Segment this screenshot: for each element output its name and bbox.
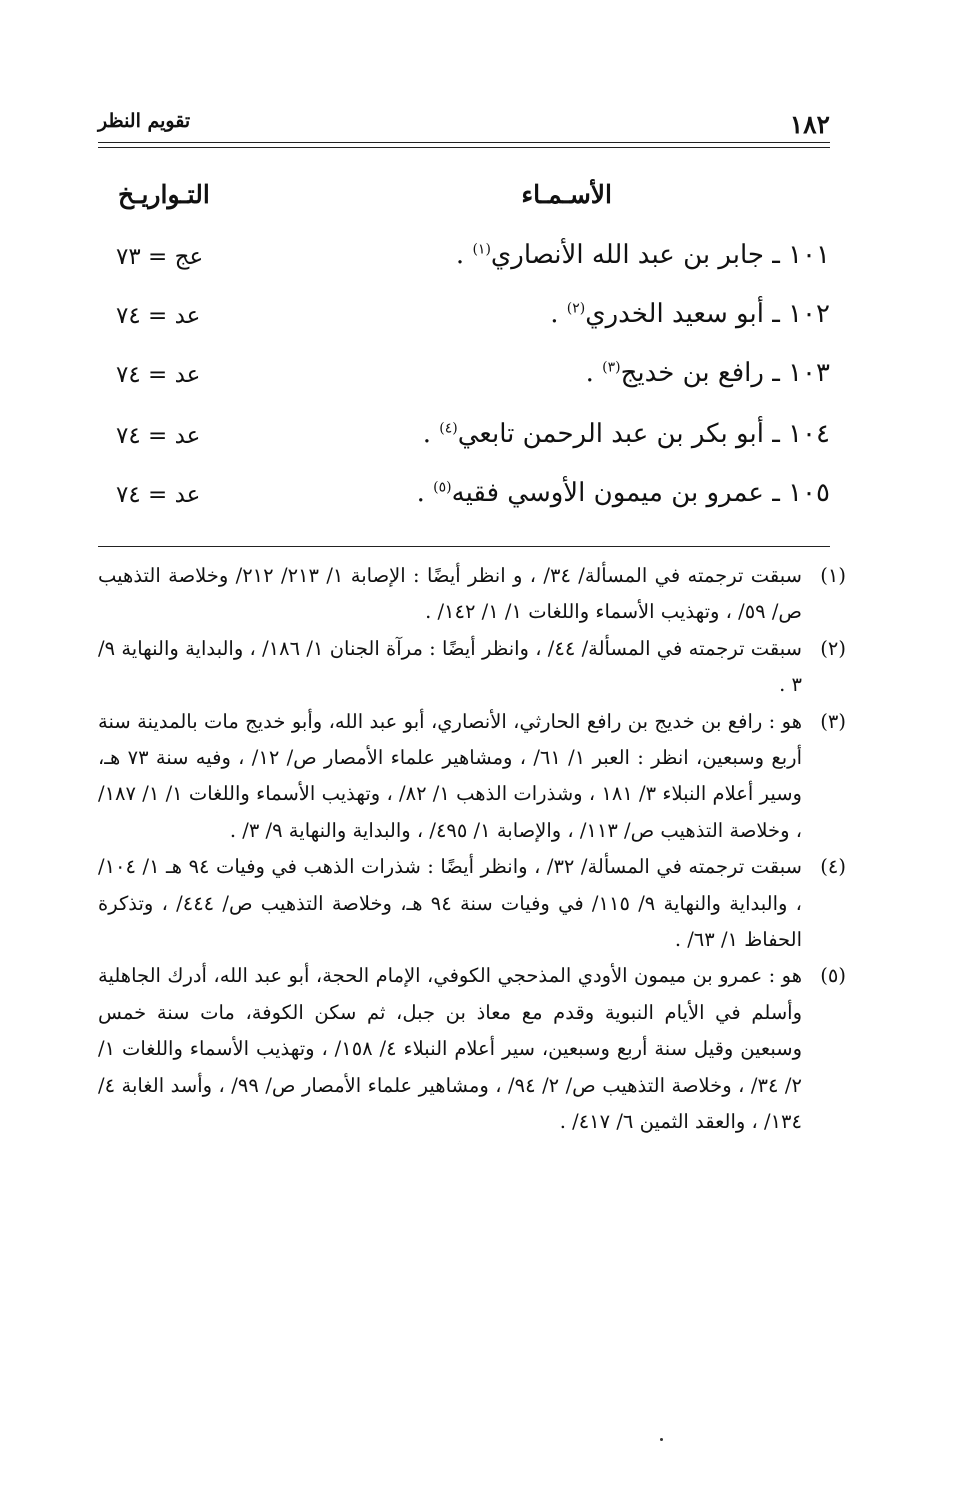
entry-date: عد = ٧٤	[116, 362, 201, 388]
dates-column-heading: التـواريـخ	[118, 180, 210, 209]
page-number: ١٨٢	[789, 110, 830, 139]
entry-name: ١٠٣ ـ رافع بن خديج$^{(٣)}$ .	[585, 358, 830, 388]
entry-date: عج = ٧٣	[116, 244, 204, 270]
footnote-number: (١)	[820, 564, 846, 587]
footnotes	[98, 558, 846, 1141]
footnote-text: سبقت ترجمته في المسألة/ ٤٤/ ، وانظر أيضًا : مرآة الجنان ١/ ١٨٦/ ، والبداية والنهاية ٩/ ٣ .	[98, 636, 802, 697]
footnote-text: هو : عمرو بن ميمون الأودي المذحجي الكوفي، الإمام الحجة، أبو عبد الله، أدرك الجاهلية وأسلم في الأيام النبوية وقدم مع معاذ بن جبل، ثم سكن الكوفة، مات سنة خمس وسبعين وقيل سنة أربع وسبعين، سير أعلام النبلاء ٤/ ١٥٨/ ، وتهذيب الأسماء واللغات ١/ ٢/ ٣٤/ ، وخلاصة التذهيب ص/ ٢/ ٩٤/ ، ومشاهير علماء الأمصار ص/ ٩٩/ ، وأسد الغابة ٤/ ١٣٤/ ، والعقد الثمين ٦/ ٤١٧/ .	[98, 964, 802, 1134]
footnote	[98, 558, 846, 631]
entry-row	[98, 419, 830, 469]
entry-row	[98, 358, 830, 408]
footnote-text: هو : رافع بن خديج بن رافع الحارثي، الأنصاري، أبو عبد الله، وأبو خديج مات بالمدينة سنة أربع وسبعين، انظر : العبر ١/ ٦١/ ، ومشاهير علماء الأمصار ص/ ١٢/ ، وفيه سنة ٧٣ هـ، وسير أعلام النبلاء ٣/ ١٨١ ، وشذرات الذهب ١/ ٨٢/ ، وتهذيب الأسماء واللغات ١/ ١/ ١٨٧/ ، وخلاصة التذهيب ص/ ١١٣/ ، والإصابة ١/ ٤٩٥/ ، والبداية والنهاية ٩/ ٣/ .	[98, 709, 802, 842]
footnote-ref[interactable]: (٤)	[439, 420, 458, 437]
footnote-ref[interactable]: (٥)	[433, 479, 452, 496]
footnote-ref[interactable]: (١)	[472, 241, 491, 258]
footnote	[98, 631, 846, 704]
entry-row	[98, 240, 830, 290]
entry-name: ١٠٤ ـ أبو بكر بن عبد الرحمن تابعي$^{(٤)}$ .	[422, 419, 830, 449]
entry-date: عد = ٧٤	[116, 303, 201, 329]
footnote	[98, 704, 846, 850]
entry-date: عد = ٧٤	[116, 423, 201, 449]
footnote-number: (٤)	[820, 855, 846, 879]
entry-row	[98, 299, 830, 349]
running-header	[98, 96, 830, 144]
scan-speck	[660, 1438, 663, 1441]
footnote-ref[interactable]: (٣)	[602, 359, 621, 376]
header-rule	[98, 147, 830, 148]
footnote	[98, 849, 846, 958]
entry-date: عد = ٧٤	[116, 482, 201, 508]
footnote	[98, 958, 846, 1140]
footnote-text: سبقت ترجمته في المسألة/ ٣٤/ ، و انظر أيضًا : الإصابة ١/ ٢١٣/ ٢١٢/ وخلاصة التذهيب ص/ ٥٩/ ، وتهذيب الأسماء واللغات ١/ ١/ ١٤٢/ .	[98, 564, 802, 624]
footnote-number: (٢)	[820, 636, 846, 660]
entry-name: ١٠٥ ـ عمرو بن ميمون الأوسي فقيه$^{(٥)}$ .	[416, 478, 830, 508]
footnote-number: (٥)	[820, 964, 846, 988]
footnote-separator	[98, 546, 830, 547]
footnote-ref[interactable]: (٢)	[566, 300, 586, 317]
header-rule	[98, 142, 830, 143]
entry-row	[98, 478, 830, 528]
footnote-text: سبقت ترجمته في المسألة/ ٣٢/ ، وانظر أيضًا : شذرات الذهب في وفيات ٩٤ هـ ١/ ١٠٤/ ، والبداية والنهاية ٩/ ١١٥/ في وفيات سنة ٩٤ هـ، وخلاصة التذهيب ص/ ٤٤٤/ ، وتذكرة الحفاظ ١/ ٦٣/ .	[98, 855, 802, 952]
names-column-heading: الأسـمـاء	[521, 180, 612, 209]
entry-name: ١٠١ ـ جابر بن عبد الله الأنصاري$^{(١)}$ .	[455, 240, 830, 270]
entry-name: ١٠٢ ـ أبو سعيد الخدري$^{(٢)}$ .	[550, 299, 830, 329]
book-title: تقويم النظر	[98, 110, 191, 132]
footnote-number: (٣)	[820, 709, 846, 733]
